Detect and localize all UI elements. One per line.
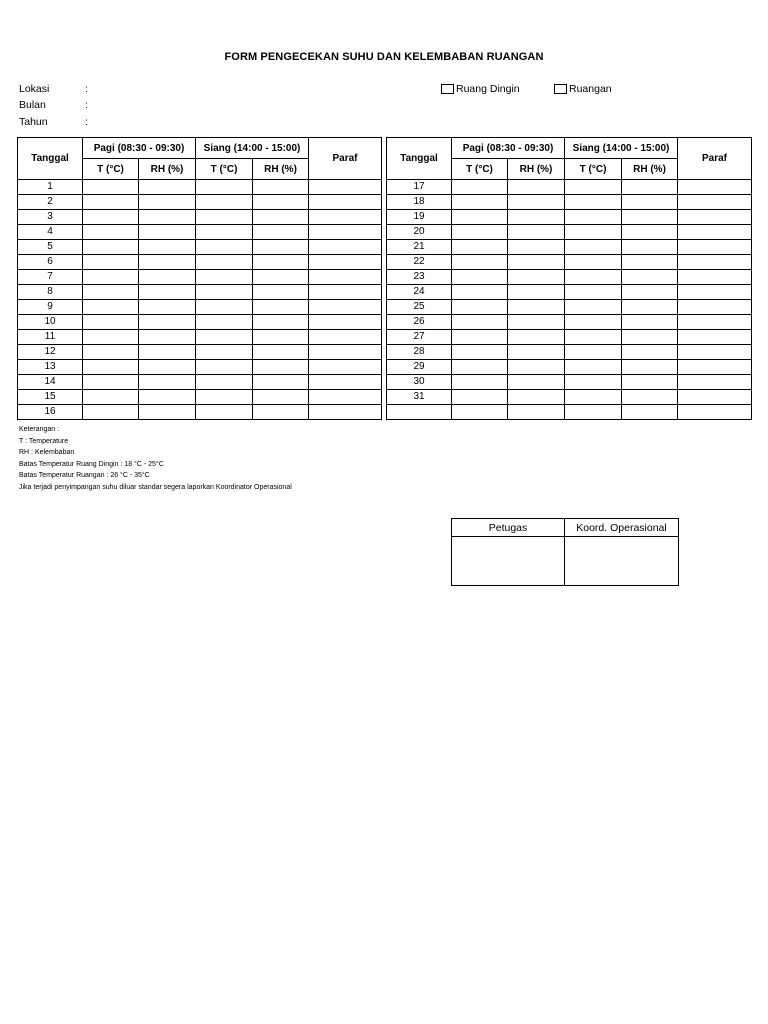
siang-temp-cell[interactable] bbox=[196, 285, 253, 300]
siang-rh-cell[interactable] bbox=[253, 300, 309, 315]
siang-temp-cell[interactable] bbox=[196, 180, 253, 195]
siang-temp-cell[interactable] bbox=[565, 180, 622, 195]
table-row bbox=[387, 405, 752, 420]
date-cell: 31 bbox=[387, 390, 452, 405]
pagi-rh-cell[interactable] bbox=[139, 360, 196, 375]
field-label: Tahun bbox=[19, 116, 48, 128]
date-cell: 14 bbox=[18, 375, 83, 390]
pagi-temp-cell[interactable] bbox=[83, 315, 139, 330]
paraf-cell[interactable] bbox=[678, 225, 752, 240]
pagi-temp-cell[interactable] bbox=[452, 345, 508, 360]
siang-temp-cell[interactable] bbox=[565, 255, 622, 270]
pagi-rh-cell[interactable] bbox=[139, 210, 196, 225]
siang-rh-cell[interactable] bbox=[622, 180, 678, 195]
pagi-temp-cell[interactable] bbox=[452, 390, 508, 405]
date-cell: 15 bbox=[18, 390, 83, 405]
paraf-cell[interactable] bbox=[309, 210, 382, 225]
pagi-rh-cell[interactable] bbox=[139, 255, 196, 270]
date-cell: 2 bbox=[18, 195, 83, 210]
pagi-rh-cell[interactable] bbox=[139, 315, 196, 330]
table-row bbox=[18, 225, 382, 240]
pagi-temp-cell[interactable] bbox=[452, 405, 508, 420]
paraf-cell[interactable] bbox=[309, 330, 382, 345]
date-cell: 27 bbox=[387, 330, 452, 345]
date-cell: 6 bbox=[18, 255, 83, 270]
pagi-rh-cell[interactable] bbox=[139, 225, 196, 240]
pagi-temp-cell[interactable] bbox=[83, 255, 139, 270]
paraf-cell[interactable] bbox=[309, 180, 382, 195]
siang-rh-cell[interactable] bbox=[622, 210, 678, 225]
pagi-temp-cell[interactable] bbox=[452, 225, 508, 240]
checkbox-box-icon[interactable] bbox=[554, 84, 567, 94]
siang-rh-cell[interactable] bbox=[253, 270, 309, 285]
date-cell: 7 bbox=[18, 270, 83, 285]
date-cell: 10 bbox=[18, 315, 83, 330]
siang-rh-cell[interactable] bbox=[253, 345, 309, 360]
pagi-temp-cell[interactable] bbox=[452, 195, 508, 210]
siang-rh-cell[interactable] bbox=[622, 255, 678, 270]
pagi-temp-cell[interactable] bbox=[83, 180, 139, 195]
siang-rh-cell[interactable] bbox=[622, 390, 678, 405]
notes-block bbox=[19, 424, 292, 493]
siang-rh-cell[interactable] bbox=[253, 375, 309, 390]
form-title: FORM PENGECEKAN SUHU DAN KELEMBABAN RUANGAN bbox=[224, 51, 544, 63]
field-tahun bbox=[19, 116, 88, 128]
pagi-rh-cell[interactable] bbox=[139, 285, 196, 300]
paraf-cell[interactable] bbox=[678, 240, 752, 255]
date-cell: 3 bbox=[18, 210, 83, 225]
pagi-rh-cell[interactable] bbox=[508, 240, 565, 255]
pagi-rh-cell[interactable] bbox=[139, 330, 196, 345]
siang-rh-cell[interactable] bbox=[253, 285, 309, 300]
pagi-rh-cell[interactable] bbox=[508, 315, 565, 330]
siang-temp-cell[interactable] bbox=[196, 375, 253, 390]
header-paraf: Paraf bbox=[309, 138, 382, 180]
field-bulan bbox=[19, 99, 88, 111]
pagi-rh-cell[interactable] bbox=[139, 345, 196, 360]
siang-temp-cell[interactable] bbox=[565, 315, 622, 330]
date-cell: 28 bbox=[387, 345, 452, 360]
siang-rh-cell[interactable] bbox=[622, 360, 678, 375]
pagi-temp-cell[interactable] bbox=[452, 240, 508, 255]
pagi-rh-cell[interactable] bbox=[139, 405, 196, 420]
table-row bbox=[18, 315, 382, 330]
paraf-cell[interactable] bbox=[309, 195, 382, 210]
paraf-cell[interactable] bbox=[678, 330, 752, 345]
pagi-rh-cell[interactable] bbox=[508, 375, 565, 390]
field-lokasi bbox=[19, 83, 88, 95]
paraf-cell[interactable] bbox=[678, 270, 752, 285]
table-row bbox=[18, 180, 382, 195]
header-humidity: RH (%) bbox=[508, 159, 565, 180]
date-cell: 4 bbox=[18, 225, 83, 240]
date-cell: 8 bbox=[18, 285, 83, 300]
pagi-rh-cell[interactable] bbox=[508, 210, 565, 225]
siang-rh-cell[interactable] bbox=[253, 210, 309, 225]
siang-rh-cell[interactable] bbox=[622, 330, 678, 345]
pagi-temp-cell[interactable] bbox=[83, 195, 139, 210]
table-row bbox=[387, 225, 752, 240]
paraf-cell[interactable] bbox=[678, 255, 752, 270]
table-row bbox=[18, 405, 382, 420]
header-pagi: Pagi (08:30 - 09:30) bbox=[452, 138, 565, 159]
pagi-temp-cell[interactable] bbox=[452, 300, 508, 315]
pagi-temp-cell[interactable] bbox=[83, 285, 139, 300]
date-cell: 9 bbox=[18, 300, 83, 315]
header-temperature: T (°C) bbox=[565, 159, 622, 180]
siang-temp-cell[interactable] bbox=[196, 240, 253, 255]
table-row bbox=[387, 255, 752, 270]
paraf-cell[interactable] bbox=[309, 390, 382, 405]
table-row bbox=[387, 270, 752, 285]
siang-temp-cell[interactable] bbox=[565, 240, 622, 255]
table-row bbox=[18, 300, 382, 315]
siang-temp-cell[interactable] bbox=[565, 390, 622, 405]
paraf-cell[interactable] bbox=[309, 285, 382, 300]
pagi-temp-cell[interactable] bbox=[83, 240, 139, 255]
header-humidity: RH (%) bbox=[139, 159, 196, 180]
note-line: Batas Temperatur Ruang Dingin : 18 °C - 25°C bbox=[19, 460, 164, 468]
note-line: T : Temperature bbox=[19, 437, 69, 445]
table-row bbox=[18, 345, 382, 360]
date-cell: 19 bbox=[387, 210, 452, 225]
siang-rh-cell[interactable] bbox=[622, 240, 678, 255]
paraf-cell[interactable] bbox=[678, 300, 752, 315]
table-row bbox=[387, 180, 752, 195]
date-cell: 30 bbox=[387, 375, 452, 390]
field-separator: : bbox=[85, 116, 88, 128]
pagi-rh-cell[interactable] bbox=[139, 270, 196, 285]
pagi-rh-cell[interactable] bbox=[508, 285, 565, 300]
table-row bbox=[18, 240, 382, 255]
signature-table bbox=[451, 518, 679, 586]
paraf-cell[interactable] bbox=[678, 375, 752, 390]
siang-temp-cell[interactable] bbox=[196, 390, 253, 405]
siang-rh-cell[interactable] bbox=[622, 195, 678, 210]
pagi-temp-cell[interactable] bbox=[83, 345, 139, 360]
siang-rh-cell[interactable] bbox=[253, 225, 309, 240]
header-pagi: Pagi (08:30 - 09:30) bbox=[83, 138, 196, 159]
pagi-rh-cell[interactable] bbox=[508, 180, 565, 195]
header-temperature: T (°C) bbox=[452, 159, 508, 180]
date-cell: 18 bbox=[387, 195, 452, 210]
note-line: Jika terjadi penyimpangan suhu diluar standar segera laporkan Koordinator Operasional bbox=[19, 483, 292, 491]
siang-rh-cell[interactable] bbox=[622, 225, 678, 240]
pagi-temp-cell[interactable] bbox=[452, 330, 508, 345]
field-label: Lokasi bbox=[19, 83, 50, 95]
note-line: RH : Kelembaban bbox=[19, 449, 75, 456]
siang-rh-cell[interactable] bbox=[622, 405, 678, 420]
signature-field-koordinator[interactable] bbox=[565, 537, 679, 586]
header-tanggal: Tanggal bbox=[18, 138, 83, 180]
pagi-temp-cell[interactable] bbox=[83, 225, 139, 240]
pagi-rh-cell[interactable] bbox=[508, 345, 565, 360]
paraf-cell[interactable] bbox=[309, 315, 382, 330]
paraf-cell[interactable] bbox=[678, 345, 752, 360]
siang-rh-cell[interactable] bbox=[622, 345, 678, 360]
pagi-temp-cell[interactable] bbox=[83, 390, 139, 405]
pagi-rh-cell[interactable] bbox=[508, 405, 565, 420]
pagi-rh-cell[interactable] bbox=[508, 255, 565, 270]
note-line: Batas Temperatur Ruangan : 26 °C - 35°C bbox=[19, 472, 150, 479]
table-row bbox=[18, 285, 382, 300]
table-row bbox=[387, 300, 752, 315]
table-row bbox=[387, 360, 752, 375]
pagi-temp-cell[interactable] bbox=[452, 210, 508, 225]
siang-temp-cell[interactable] bbox=[565, 285, 622, 300]
pagi-rh-cell[interactable] bbox=[508, 270, 565, 285]
pagi-temp-cell[interactable] bbox=[452, 360, 508, 375]
pagi-temp-cell[interactable] bbox=[452, 285, 508, 300]
date-cell: 1 bbox=[18, 180, 83, 195]
paraf-cell[interactable] bbox=[678, 285, 752, 300]
pagi-temp-cell[interactable] bbox=[83, 210, 139, 225]
siang-temp-cell[interactable] bbox=[196, 315, 253, 330]
date-cell: 25 bbox=[387, 300, 452, 315]
paraf-cell[interactable] bbox=[678, 180, 752, 195]
signature-header-koordinator: Koord. Operasional bbox=[565, 519, 679, 537]
pagi-rh-cell[interactable] bbox=[508, 360, 565, 375]
table-row bbox=[387, 195, 752, 210]
siang-temp-cell[interactable] bbox=[196, 270, 253, 285]
pagi-rh-cell[interactable] bbox=[139, 390, 196, 405]
date-cell: 16 bbox=[18, 405, 83, 420]
table-row bbox=[18, 330, 382, 345]
siang-temp-cell[interactable] bbox=[196, 195, 253, 210]
date-cell: 22 bbox=[387, 255, 452, 270]
siang-temp-cell[interactable] bbox=[196, 210, 253, 225]
date-cell: 17 bbox=[387, 180, 452, 195]
log-table-left bbox=[17, 137, 382, 420]
siang-temp-cell[interactable] bbox=[565, 210, 622, 225]
siang-temp-cell[interactable] bbox=[196, 225, 253, 240]
pagi-temp-cell[interactable] bbox=[83, 330, 139, 345]
date-cell: 23 bbox=[387, 270, 452, 285]
header-temperature: T (°C) bbox=[196, 159, 253, 180]
siang-temp-cell[interactable] bbox=[196, 255, 253, 270]
siang-rh-cell[interactable] bbox=[622, 300, 678, 315]
field-separator: : bbox=[85, 83, 88, 95]
pagi-rh-cell[interactable] bbox=[139, 240, 196, 255]
pagi-rh-cell[interactable] bbox=[139, 195, 196, 210]
table-row bbox=[18, 390, 382, 405]
date-cell: 29 bbox=[387, 360, 452, 375]
pagi-temp-cell[interactable] bbox=[452, 270, 508, 285]
siang-rh-cell[interactable] bbox=[253, 255, 309, 270]
table-row bbox=[387, 285, 752, 300]
checkbox-ruang-dingin[interactable] bbox=[441, 83, 520, 95]
pagi-rh-cell[interactable] bbox=[508, 225, 565, 240]
siang-rh-cell[interactable] bbox=[622, 375, 678, 390]
pagi-rh-cell[interactable] bbox=[139, 300, 196, 315]
siang-rh-cell[interactable] bbox=[622, 285, 678, 300]
date-cell: 13 bbox=[18, 360, 83, 375]
table-row bbox=[387, 240, 752, 255]
paraf-cell[interactable] bbox=[678, 210, 752, 225]
siang-temp-cell[interactable] bbox=[565, 195, 622, 210]
signature-field-petugas[interactable] bbox=[452, 537, 565, 586]
paraf-cell[interactable] bbox=[309, 240, 382, 255]
pagi-rh-cell[interactable] bbox=[508, 330, 565, 345]
siang-temp-cell[interactable] bbox=[565, 405, 622, 420]
pagi-temp-cell[interactable] bbox=[83, 360, 139, 375]
paraf-cell[interactable] bbox=[309, 375, 382, 390]
siang-rh-cell[interactable] bbox=[622, 270, 678, 285]
siang-temp-cell[interactable] bbox=[565, 225, 622, 240]
signature-header-petugas: Petugas bbox=[452, 519, 565, 537]
log-table-right bbox=[386, 137, 752, 420]
header-tanggal: Tanggal bbox=[387, 138, 452, 180]
table-row bbox=[18, 375, 382, 390]
pagi-temp-cell[interactable] bbox=[83, 300, 139, 315]
table-row bbox=[18, 210, 382, 225]
pagi-rh-cell[interactable] bbox=[508, 195, 565, 210]
table-row bbox=[387, 390, 752, 405]
date-cell: 21 bbox=[387, 240, 452, 255]
pagi-temp-cell[interactable] bbox=[452, 180, 508, 195]
pagi-temp-cell[interactable] bbox=[83, 405, 139, 420]
date-cell bbox=[387, 405, 452, 420]
table-row bbox=[387, 210, 752, 225]
paraf-cell[interactable] bbox=[309, 345, 382, 360]
siang-rh-cell[interactable] bbox=[622, 315, 678, 330]
paraf-cell[interactable] bbox=[309, 405, 382, 420]
siang-temp-cell[interactable] bbox=[565, 360, 622, 375]
header-temperature: T (°C) bbox=[83, 159, 139, 180]
pagi-temp-cell[interactable] bbox=[83, 270, 139, 285]
siang-temp-cell[interactable] bbox=[565, 270, 622, 285]
table-row bbox=[18, 255, 382, 270]
header-paraf: Paraf bbox=[678, 138, 752, 180]
date-cell: 11 bbox=[18, 330, 83, 345]
table-row bbox=[18, 270, 382, 285]
field-label: Bulan bbox=[19, 99, 46, 111]
notes-heading: Keterangan : bbox=[19, 426, 60, 433]
date-cell: 20 bbox=[387, 225, 452, 240]
pagi-rh-cell[interactable] bbox=[139, 375, 196, 390]
siang-temp-cell[interactable] bbox=[565, 345, 622, 360]
siang-rh-cell[interactable] bbox=[253, 180, 309, 195]
siang-temp-cell[interactable] bbox=[196, 360, 253, 375]
date-cell: 12 bbox=[18, 345, 83, 360]
siang-rh-cell[interactable] bbox=[253, 360, 309, 375]
checkbox-box-icon[interactable] bbox=[441, 84, 454, 94]
pagi-rh-cell[interactable] bbox=[139, 180, 196, 195]
siang-temp-cell[interactable] bbox=[565, 375, 622, 390]
table-row bbox=[387, 375, 752, 390]
siang-rh-cell[interactable] bbox=[253, 195, 309, 210]
checkbox-label: Ruang Dingin bbox=[456, 83, 520, 95]
pagi-temp-cell[interactable] bbox=[452, 315, 508, 330]
checkbox-ruangan[interactable] bbox=[554, 83, 612, 95]
checkbox-label: Ruangan bbox=[569, 83, 612, 95]
date-cell: 26 bbox=[387, 315, 452, 330]
siang-temp-cell[interactable] bbox=[565, 330, 622, 345]
paraf-cell[interactable] bbox=[309, 255, 382, 270]
table-row bbox=[18, 195, 382, 210]
pagi-temp-cell[interactable] bbox=[452, 255, 508, 270]
siang-temp-cell[interactable] bbox=[565, 300, 622, 315]
siang-rh-cell[interactable] bbox=[253, 390, 309, 405]
paraf-cell[interactable] bbox=[309, 225, 382, 240]
siang-temp-cell[interactable] bbox=[196, 345, 253, 360]
table-row bbox=[387, 345, 752, 360]
paraf-cell[interactable] bbox=[678, 405, 752, 420]
pagi-rh-cell[interactable] bbox=[508, 300, 565, 315]
siang-temp-cell[interactable] bbox=[196, 330, 253, 345]
table-row bbox=[387, 315, 752, 330]
paraf-cell[interactable] bbox=[678, 315, 752, 330]
pagi-temp-cell[interactable] bbox=[83, 375, 139, 390]
pagi-temp-cell[interactable] bbox=[452, 375, 508, 390]
siang-rh-cell[interactable] bbox=[253, 405, 309, 420]
date-cell: 24 bbox=[387, 285, 452, 300]
paraf-cell[interactable] bbox=[678, 390, 752, 405]
date-cell: 5 bbox=[18, 240, 83, 255]
paraf-cell[interactable] bbox=[309, 300, 382, 315]
paraf-cell[interactable] bbox=[678, 195, 752, 210]
paraf-cell[interactable] bbox=[309, 360, 382, 375]
table-row bbox=[18, 360, 382, 375]
header-siang: Siang (14:00 - 15:00) bbox=[196, 138, 309, 159]
paraf-cell[interactable] bbox=[309, 270, 382, 285]
header-humidity: RH (%) bbox=[622, 159, 678, 180]
table-row bbox=[387, 330, 752, 345]
field-separator: : bbox=[85, 99, 88, 111]
siang-temp-cell[interactable] bbox=[196, 300, 253, 315]
pagi-rh-cell[interactable] bbox=[508, 390, 565, 405]
header-siang: Siang (14:00 - 15:00) bbox=[565, 138, 678, 159]
siang-rh-cell[interactable] bbox=[253, 240, 309, 255]
siang-temp-cell[interactable] bbox=[196, 405, 253, 420]
siang-rh-cell[interactable] bbox=[253, 315, 309, 330]
header-humidity: RH (%) bbox=[253, 159, 309, 180]
paraf-cell[interactable] bbox=[678, 360, 752, 375]
siang-rh-cell[interactable] bbox=[253, 330, 309, 345]
